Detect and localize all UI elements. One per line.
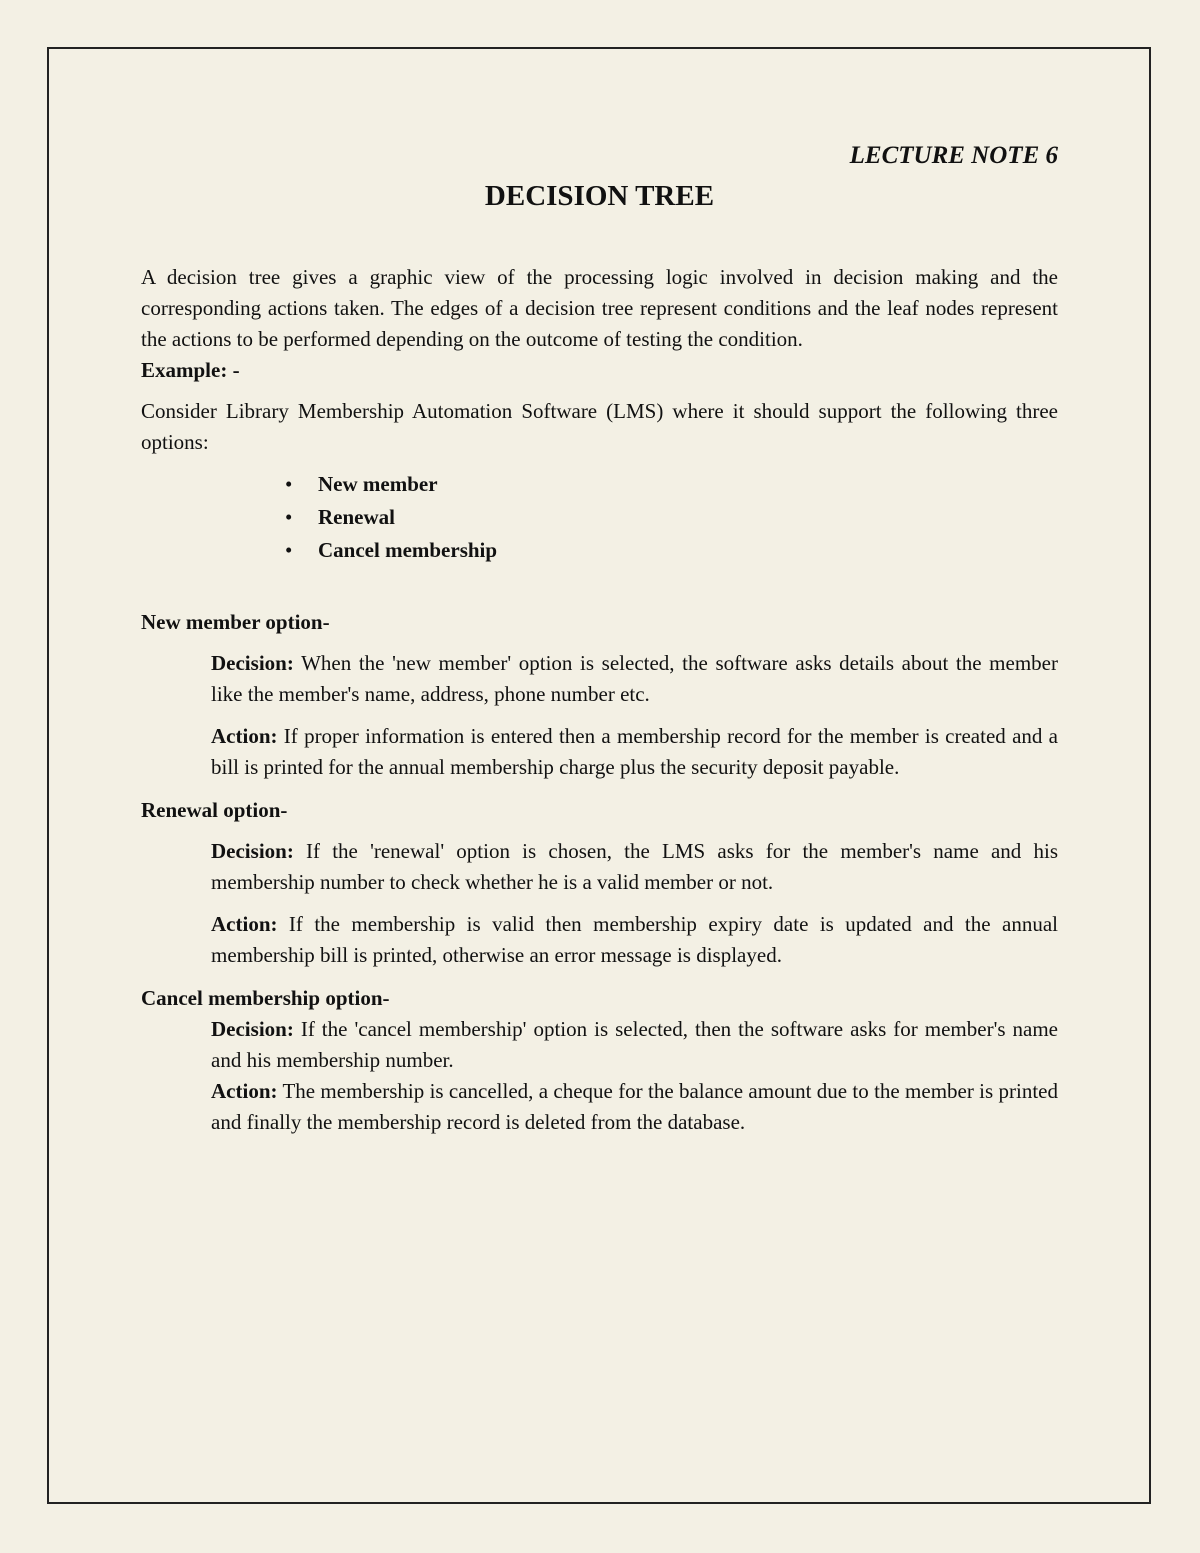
section-new-member bbox=[141, 607, 1058, 783]
lecture-note-label: LECTURE NOTE 6 bbox=[849, 142, 1058, 169]
document-body bbox=[141, 140, 1058, 1138]
section-heading: New member option- bbox=[141, 610, 330, 634]
bullet-icon: • bbox=[285, 472, 293, 496]
decision-label: Decision: bbox=[211, 651, 294, 675]
action-text: The membership is cancelled, a cheque for the balance amount due to the member is printed and finally the membership record is deleted from the database. bbox=[211, 1079, 1058, 1134]
decision-paragraph bbox=[141, 1014, 1058, 1076]
action-paragraph bbox=[141, 909, 1058, 971]
decision-text: When the 'new member' option is selected, the software asks details about the member like the member's name, address, phone number etc. bbox=[211, 651, 1058, 706]
decision-text: If the 'cancel membership' option is selected, then the software asks for member's name and his membership number. bbox=[211, 1017, 1058, 1072]
option-label: New member bbox=[318, 472, 438, 496]
decision-label: Decision: bbox=[211, 839, 294, 863]
lms-intro-paragraph: Consider Library Membership Automation Software (LMS) where it should support the following three options: bbox=[141, 399, 1058, 454]
section-renewal bbox=[141, 795, 1058, 971]
list-item bbox=[285, 501, 1058, 534]
action-paragraph bbox=[141, 721, 1058, 783]
list-item bbox=[285, 534, 1058, 567]
option-label: Cancel membership bbox=[318, 538, 498, 562]
action-label: Action: bbox=[211, 724, 278, 748]
document-title: DECISION TREE bbox=[484, 180, 715, 212]
section-cancel-membership bbox=[141, 983, 1058, 1138]
bullet-icon: • bbox=[285, 505, 293, 529]
intro-paragraph: A decision tree gives a graphic view of the processing logic involved in decision making and the corresponding actions taken. The edges of a decision tree represent conditions and the leaf nodes represent the actions to be performed depending on the outcome of testing the condition. bbox=[141, 265, 1058, 351]
section-heading: Cancel membership option- bbox=[141, 986, 390, 1010]
decision-text: If the 'renewal' option is chosen, the LMS asks for the member's name and his membership number to check whether he is a valid member or not. bbox=[211, 839, 1058, 894]
action-label: Action: bbox=[211, 1079, 278, 1103]
bullet-icon: • bbox=[285, 538, 293, 562]
action-text: If the membership is valid then membership expiry date is updated and the annual membership bill is printed, otherwise an error message is displayed. bbox=[211, 912, 1058, 967]
list-item bbox=[285, 468, 1058, 501]
action-text: If proper information is entered then a membership record for the member is created and a bill is printed for the annual membership charge plus the security deposit payable. bbox=[211, 724, 1058, 779]
action-label: Action: bbox=[211, 912, 278, 936]
decision-paragraph bbox=[141, 648, 1058, 710]
options-list bbox=[141, 468, 1058, 567]
section-heading: Renewal option- bbox=[141, 798, 288, 822]
option-label: Renewal bbox=[318, 505, 395, 529]
example-label: Example: - bbox=[141, 358, 240, 382]
action-paragraph bbox=[141, 1076, 1058, 1138]
decision-label: Decision: bbox=[211, 1017, 294, 1041]
decision-paragraph bbox=[141, 836, 1058, 898]
